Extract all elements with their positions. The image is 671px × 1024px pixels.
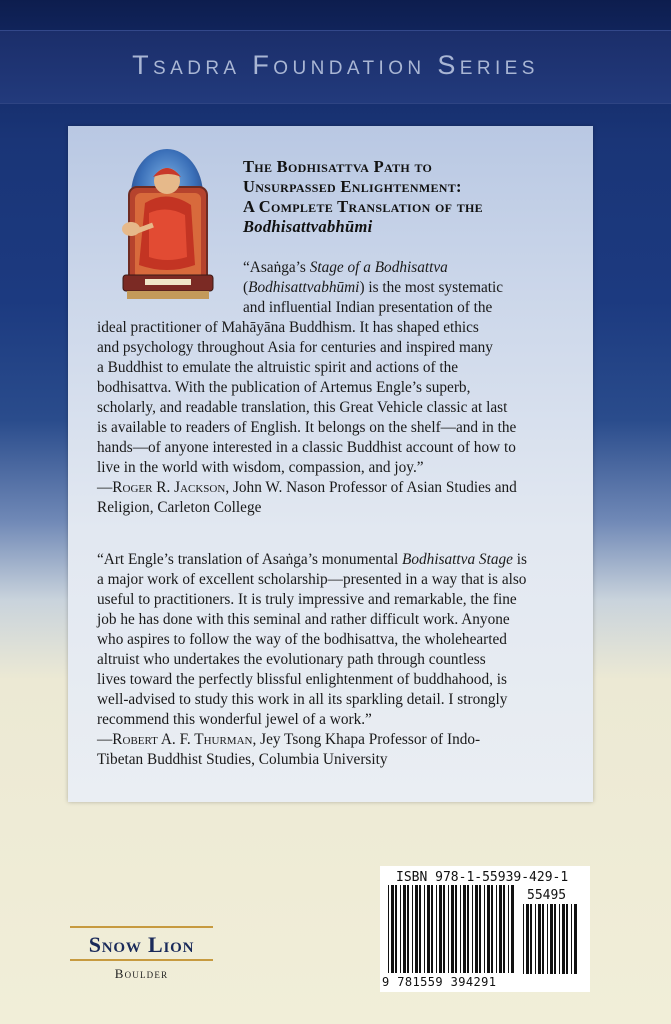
quote-attribution: Tibetan Buddhist Studies, Columbia University (97, 751, 388, 768)
barcode-bar (542, 904, 544, 974)
barcode-bar (472, 885, 473, 973)
barcode-bar (443, 885, 445, 973)
barcode-bar (574, 904, 577, 974)
quote-line: useful to practitioners. It is truly impressive and remarkable, the fine (97, 591, 517, 608)
barcode-bar (475, 885, 478, 973)
barcode-bar (487, 885, 490, 973)
quote-line: live in the world with wisdom, compassion, and joy.” (97, 459, 424, 476)
quote-attribution: —Robert A. F. Thurman, Jey Tsong Khapa Professor of Indo- (97, 731, 481, 748)
barcode-bar (424, 885, 425, 973)
barcode-bar (436, 885, 437, 973)
quote-line: lives toward the perfectly blissful enlightenment of buddhahood, is (97, 671, 507, 688)
barcode-bar (400, 885, 401, 973)
quote-line: is available to readers of English. It belongs on the shelf—and in the (97, 419, 517, 436)
barcode-bar (460, 885, 461, 973)
publisher-city: Boulder (114, 966, 169, 981)
publisher-logo-rule-bottom (70, 959, 213, 961)
quote-line: bodhisattva. With the publication of Artemus Engle’s superb, (97, 379, 471, 396)
barcode-bar (415, 885, 418, 973)
book-title-line-4 (243, 217, 573, 237)
barcode-bar (535, 904, 536, 974)
barcode-bar (463, 885, 466, 973)
quote-line: “Art Engle’s translation of Asaṅga’s monumental Bodhisattva Stage is (97, 551, 527, 568)
barcode-bar (523, 904, 524, 974)
barcode-bar (496, 885, 497, 973)
barcode-bar (448, 885, 449, 973)
barcode-bar (547, 904, 548, 974)
quote-line: altruist who undertakes the evolutionary path through countless (97, 651, 486, 668)
price-code: 55495 (527, 888, 567, 903)
barcode-bar (554, 904, 556, 974)
quote-line: a major work of excellent scholarship—presented in a way that is also (97, 571, 527, 588)
barcode-bar (550, 904, 553, 974)
barcode-bar (566, 904, 568, 974)
book-title-line-2: Unsurpassed Enlightenment: (243, 177, 462, 196)
publisher-logo-rule-top (70, 926, 213, 928)
quote-line: scholarly, and readable translation, this Great Vehicle classic at last (97, 399, 508, 416)
barcode-number: 9 781559 394291 (382, 975, 497, 989)
barcode-bar (562, 904, 565, 974)
quote-line: job he has done with this seminal and rather difficult work. Anyone (97, 611, 510, 628)
barcode-bar (491, 885, 493, 973)
quote-line: who aspires to follow the way of the bodhisattva, the wholehearted (97, 631, 507, 648)
barcode-bar (407, 885, 409, 973)
barcode-bar (538, 904, 541, 974)
quote-line: recommend this wonderful jewel of a work.” (97, 711, 372, 728)
barcode-bar (395, 885, 397, 973)
barcode-bar (391, 885, 394, 973)
isbn-barcode (388, 885, 516, 973)
quote-line: hands—of anyone interested in a classic Buddhist account of how to (97, 439, 516, 456)
barcode-bar (455, 885, 457, 973)
barcode-bar (403, 885, 406, 973)
barcode-bar (479, 885, 481, 973)
barcode-bar (530, 904, 532, 974)
price-barcode (523, 904, 579, 974)
quote-line: ideal practitioner of Mahāyāna Buddhism. It has shaped ethics (97, 319, 479, 336)
bodhisattva-figure-illustration (109, 147, 225, 305)
quote-attribution: Religion, Carleton College (97, 499, 262, 516)
barcode-bar (419, 885, 421, 973)
isbn-label: ISBN 978-1-55939-429-1 (396, 870, 569, 885)
barcode-bar (484, 885, 485, 973)
quote-line: a Buddhist to emulate the altruistic spirit and actions of the (97, 359, 459, 376)
barcode-bar (467, 885, 469, 973)
quote-line: and influential Indian presentation of the (243, 299, 493, 316)
quote-attribution: —Roger R. Jackson, John W. Nason Professor of Asian Studies and (97, 479, 517, 496)
barcode-bar (412, 885, 413, 973)
book-title (243, 157, 573, 237)
barcode-bar (559, 904, 560, 974)
book-title-line-1: The Bodhisattva Path to (243, 157, 433, 176)
series-title: Tsadra Foundation Series (132, 50, 539, 80)
barcode-bar (499, 885, 502, 973)
barcode-bar (388, 885, 389, 973)
barcode-bar (427, 885, 430, 973)
quote-line: (Bodhisattvabhūmi) is the most systematic (243, 279, 504, 296)
quote-line: well-advised to study this work in all its sparkling detail. I strongly (97, 691, 508, 708)
barcode-bar (439, 885, 442, 973)
quote-line: and psychology throughout Asia for centuries and inspired many (97, 339, 493, 356)
barcode-bar (451, 885, 454, 973)
barcode-bar (571, 904, 572, 974)
barcode-bar (431, 885, 433, 973)
barcode-bar (508, 885, 509, 973)
book-title-subtitle: Bodhisattvabhūmi (243, 217, 373, 236)
barcode-bar (526, 904, 529, 974)
barcode-bar (511, 885, 514, 973)
barcode-bar (503, 885, 505, 973)
publisher-name: Snow Lion (88, 932, 195, 957)
book-title-line-3: A Complete Translation of the (243, 197, 483, 216)
quote-line: “Asaṅga’s Stage of a Bodhisattva (243, 259, 448, 276)
